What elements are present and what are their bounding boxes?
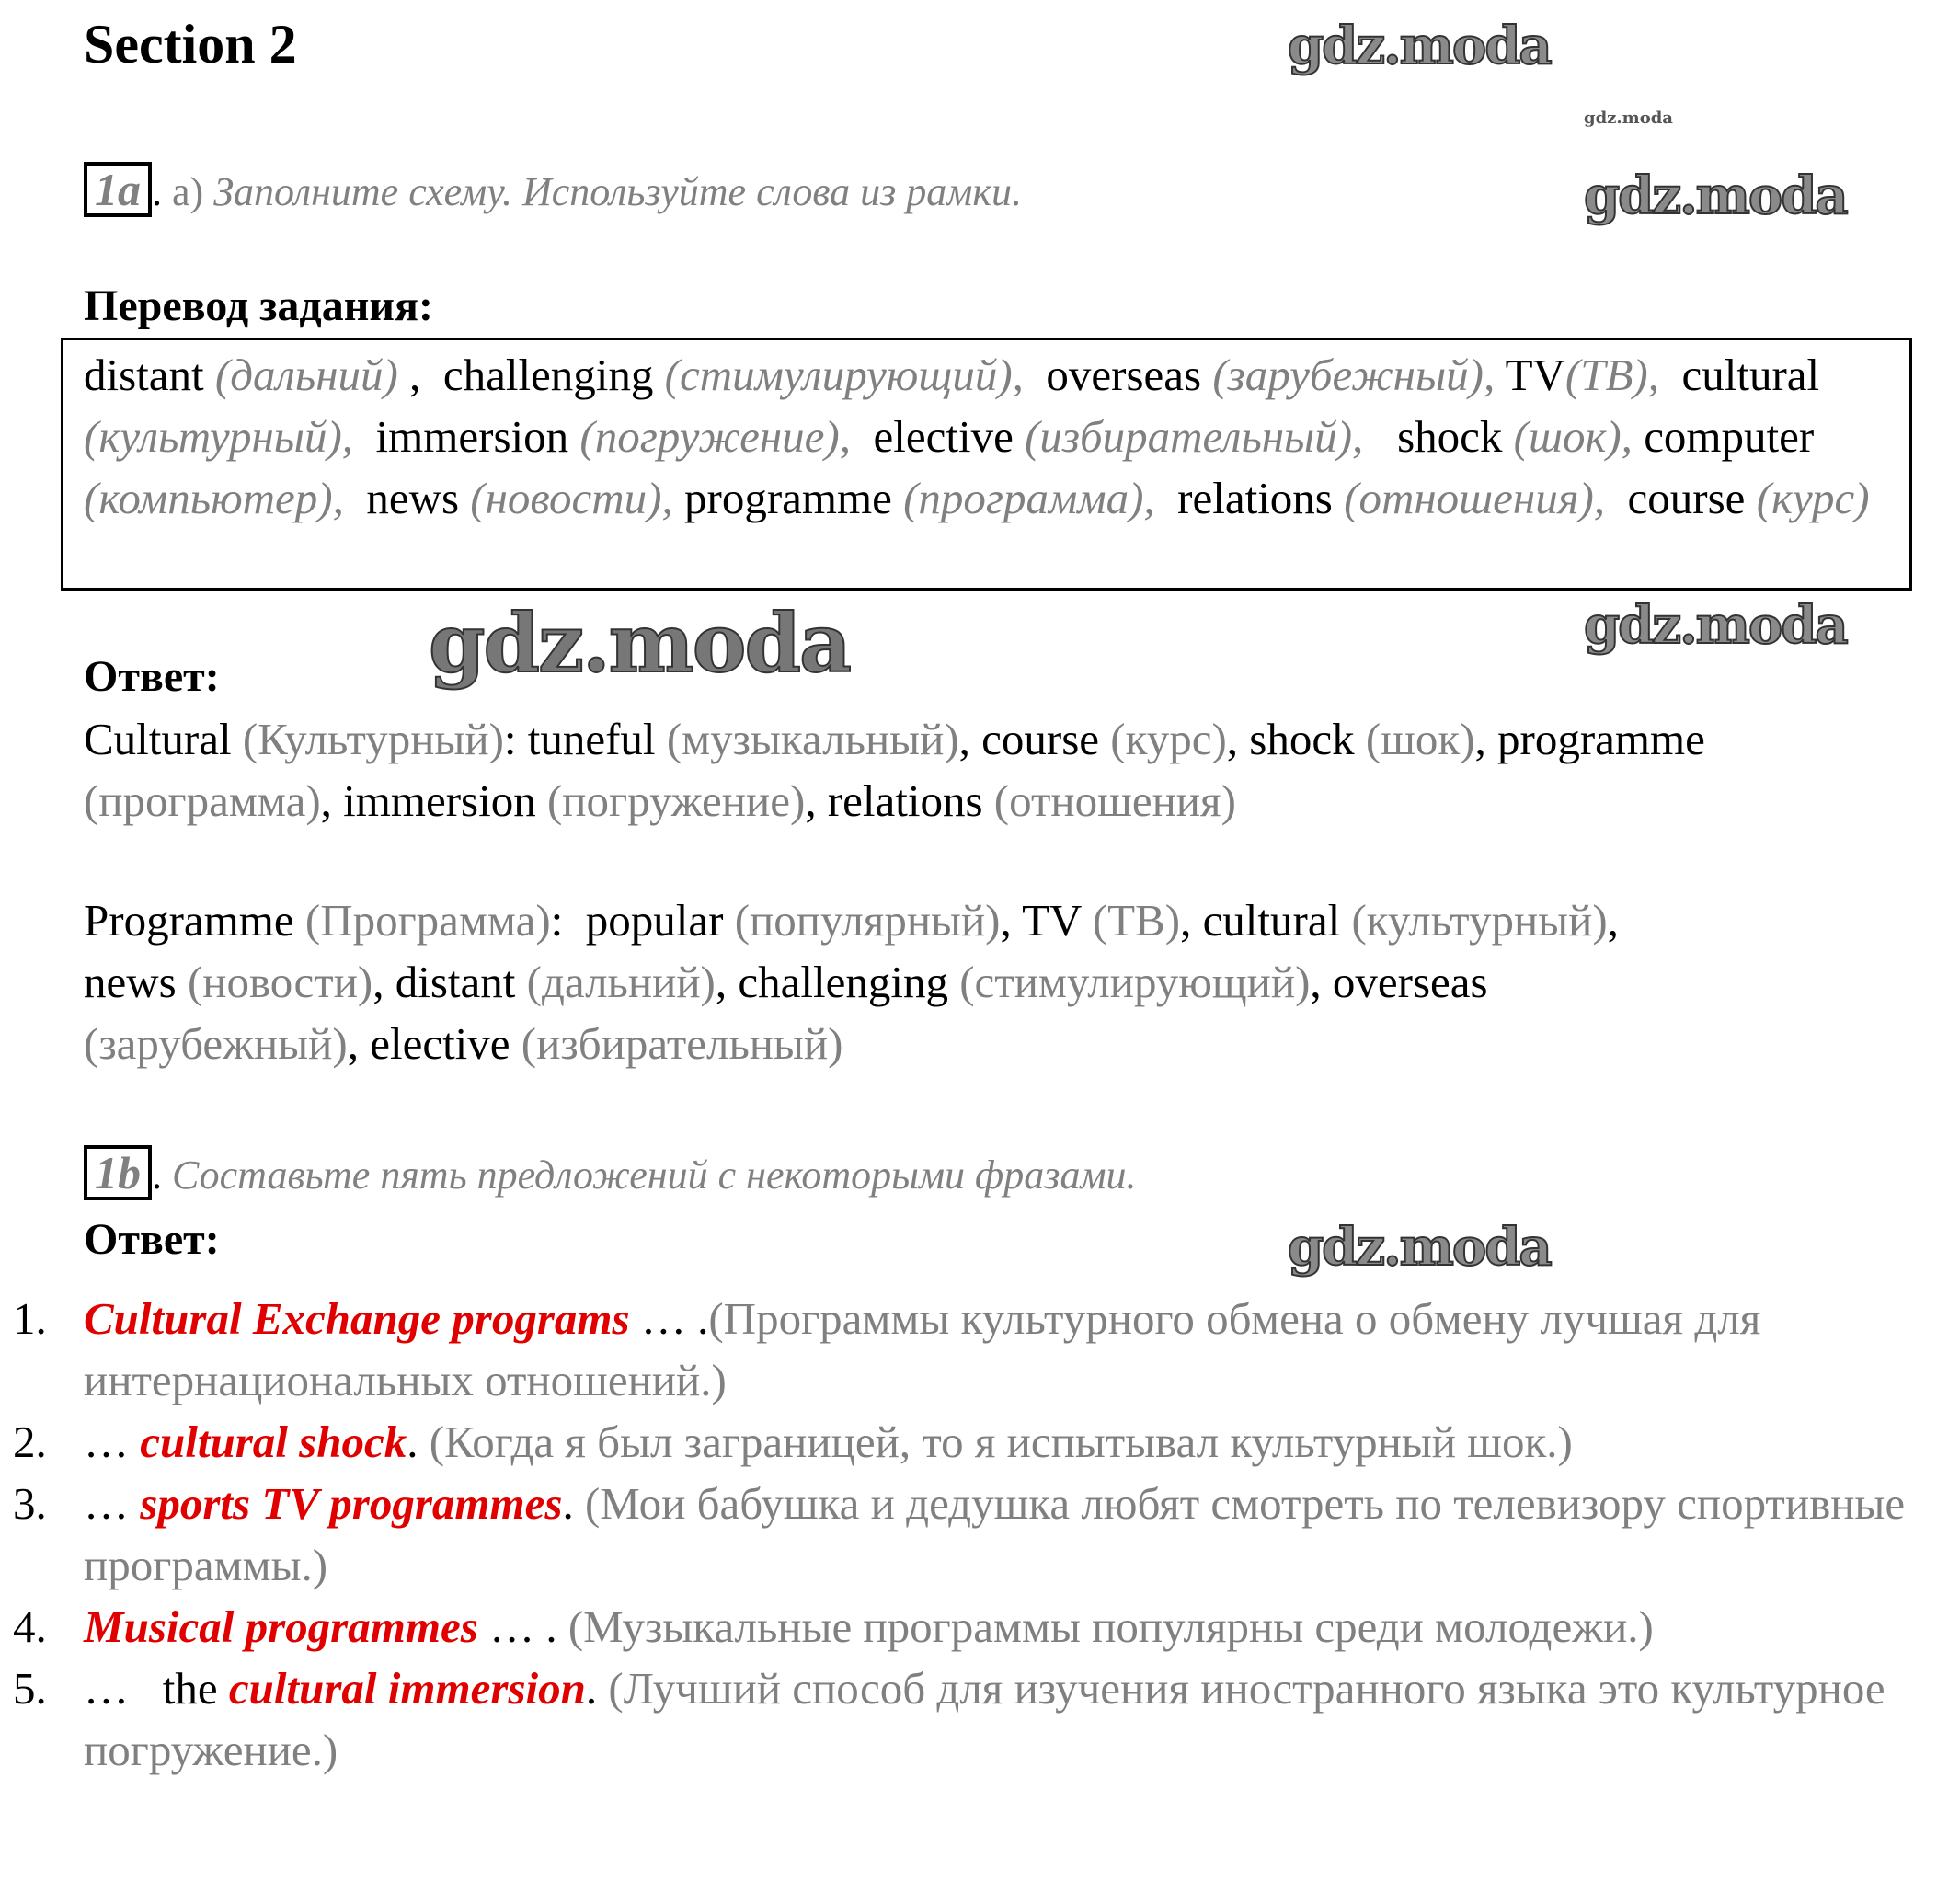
answer-heading: Ответ: <box>84 1215 220 1264</box>
term: . <box>585 1663 609 1714</box>
term: , course <box>958 714 1111 764</box>
term: … . <box>629 1293 709 1344</box>
answer-programme <box>84 889 1647 1074</box>
task-prefix: а) <box>172 169 204 214</box>
answer-heading: Ответ: <box>84 652 220 701</box>
translation: (шок) <box>1365 714 1475 764</box>
watermark-logo: gdz.moda <box>1584 109 1673 128</box>
term: , shock <box>1226 714 1366 764</box>
translation: (новости), <box>470 473 673 523</box>
list-item <box>0 1657 1922 1781</box>
list-item <box>0 1596 1922 1657</box>
translation-heading: Перевод задания: <box>84 281 433 330</box>
term: distant <box>84 350 215 400</box>
term: : tuneful <box>503 714 667 764</box>
translation: (избирательный), <box>1025 411 1364 462</box>
item-number: 1. <box>13 1293 47 1344</box>
translation: (избирательный) <box>521 1018 843 1069</box>
item-number: 4. <box>13 1601 47 1652</box>
term: news <box>343 473 471 523</box>
translation: (популярный) <box>734 895 1001 946</box>
key-phrase: Musical programmes <box>84 1601 478 1652</box>
term: , overseas <box>1310 957 1499 1007</box>
task-instruction: Составьте пять предложений с некоторыми фразами. <box>172 1153 1137 1198</box>
translation: (зарубежный), <box>1212 350 1496 400</box>
watermark-logo: gdz.moda <box>1288 1217 1551 1278</box>
term: : popular <box>550 895 735 946</box>
key-phrase: cultural immersion <box>228 1663 586 1714</box>
term: elective <box>851 411 1026 462</box>
key-phrase: Cultural Exchange programs <box>84 1293 630 1344</box>
translation: (Лучший способ для изучения иностранного языка это культурное погружение.) <box>84 1663 1897 1775</box>
term: … <box>84 1417 141 1467</box>
term: , cultural <box>1180 895 1352 946</box>
term: Programme <box>84 895 305 946</box>
term: course <box>1605 473 1757 523</box>
translation: (Когда я был заграницей, то я испытывал культурный шок.) <box>429 1417 1573 1467</box>
word-box-text <box>84 344 1886 529</box>
list-item <box>0 1411 1922 1473</box>
term: , relations <box>805 775 994 826</box>
translation: (шок), <box>1513 411 1633 462</box>
term: … the <box>84 1663 229 1714</box>
translation: (Программы культурного обмена о обмену лучшая для интернациональных отношений.) <box>84 1293 1772 1405</box>
translation: (Музыкальные программы популярны среди молодежи.) <box>567 1601 1654 1652</box>
task-1a: 1a . а) Заполните схему. Используйте слова из рамки. <box>84 162 1022 217</box>
term: cultural <box>1658 350 1831 400</box>
term: … <box>84 1478 141 1529</box>
translation: (Программа) <box>304 895 551 946</box>
translation: (зарубежный) <box>84 1018 348 1069</box>
translation: (погружение) <box>546 775 806 826</box>
answer-cultural <box>84 708 1886 832</box>
translation: (отношения) <box>993 775 1236 826</box>
translation: (Мои бабушка и дедушка любят смотреть по телевизору спортивные программы.) <box>84 1478 1917 1590</box>
item-number: 5. <box>13 1663 47 1714</box>
watermark-logo: gdz.moda <box>429 595 851 691</box>
item-number: 3. <box>13 1478 47 1529</box>
translation: (дальний) <box>526 957 716 1007</box>
term: computer <box>1632 411 1826 462</box>
term: , elective <box>347 1018 522 1069</box>
task-number-badge: 1a <box>84 162 152 217</box>
translation: (ТВ) <box>1092 895 1181 946</box>
translation: (стимулирующий), <box>664 350 1024 400</box>
translation: (программа), <box>903 473 1155 523</box>
term: Cultural <box>84 714 243 764</box>
term: programme <box>1497 714 1717 764</box>
watermark-logo: gdz.moda <box>1288 16 1551 76</box>
task-1b: 1b . Составьте пять предложений с некоторыми фразами. <box>84 1145 1137 1200</box>
term: relations <box>1154 473 1345 523</box>
term: , <box>1474 714 1498 764</box>
term: , TV <box>1000 895 1093 946</box>
term: overseas <box>1023 350 1213 400</box>
list-item <box>0 1473 1922 1596</box>
translation: (компьютер), <box>84 473 344 523</box>
sentence-list <box>0 1288 1922 1781</box>
term: , challenging <box>715 957 960 1007</box>
translation: (программа) <box>84 775 321 826</box>
watermark-logo: gdz.moda <box>1584 166 1847 226</box>
watermark-logo: gdz.moda <box>1584 595 1847 656</box>
term: , challenging <box>397 350 665 400</box>
term: shock <box>1363 411 1514 462</box>
translation: (музыкальный) <box>666 714 959 764</box>
term: , news <box>84 895 1631 1007</box>
translation: (погружение), <box>579 411 851 462</box>
translation: (культурный), <box>84 411 354 462</box>
term: . <box>407 1417 430 1467</box>
list-item <box>0 1288 1922 1411</box>
term: programme <box>672 473 904 523</box>
item-number: 2. <box>13 1417 47 1467</box>
term: , immersion <box>320 775 547 826</box>
term: immersion <box>353 411 580 462</box>
task-instruction: Заполните схему. Используйте слова из рамки. <box>213 169 1022 214</box>
section-title: Section 2 <box>84 14 297 75</box>
translation: (курс) <box>1756 473 1870 523</box>
key-phrase: cultural shock <box>140 1417 407 1467</box>
translation: (новости) <box>187 957 373 1007</box>
translation: (Культурный) <box>242 714 504 764</box>
term: TV <box>1495 350 1565 400</box>
translation: (стимулирующий) <box>959 957 1311 1007</box>
term: … . <box>477 1601 568 1652</box>
translation: (курс) <box>1110 714 1227 764</box>
translation: (отношения), <box>1344 473 1606 523</box>
task-number-badge: 1b <box>84 1145 152 1200</box>
translation: (культурный) <box>1351 895 1608 946</box>
term: , distant <box>372 957 527 1007</box>
key-phrase: sports TV programmes <box>140 1478 563 1529</box>
translation: (ТВ), <box>1564 350 1659 400</box>
translation: (дальний) <box>214 350 398 400</box>
term: . <box>562 1478 585 1529</box>
